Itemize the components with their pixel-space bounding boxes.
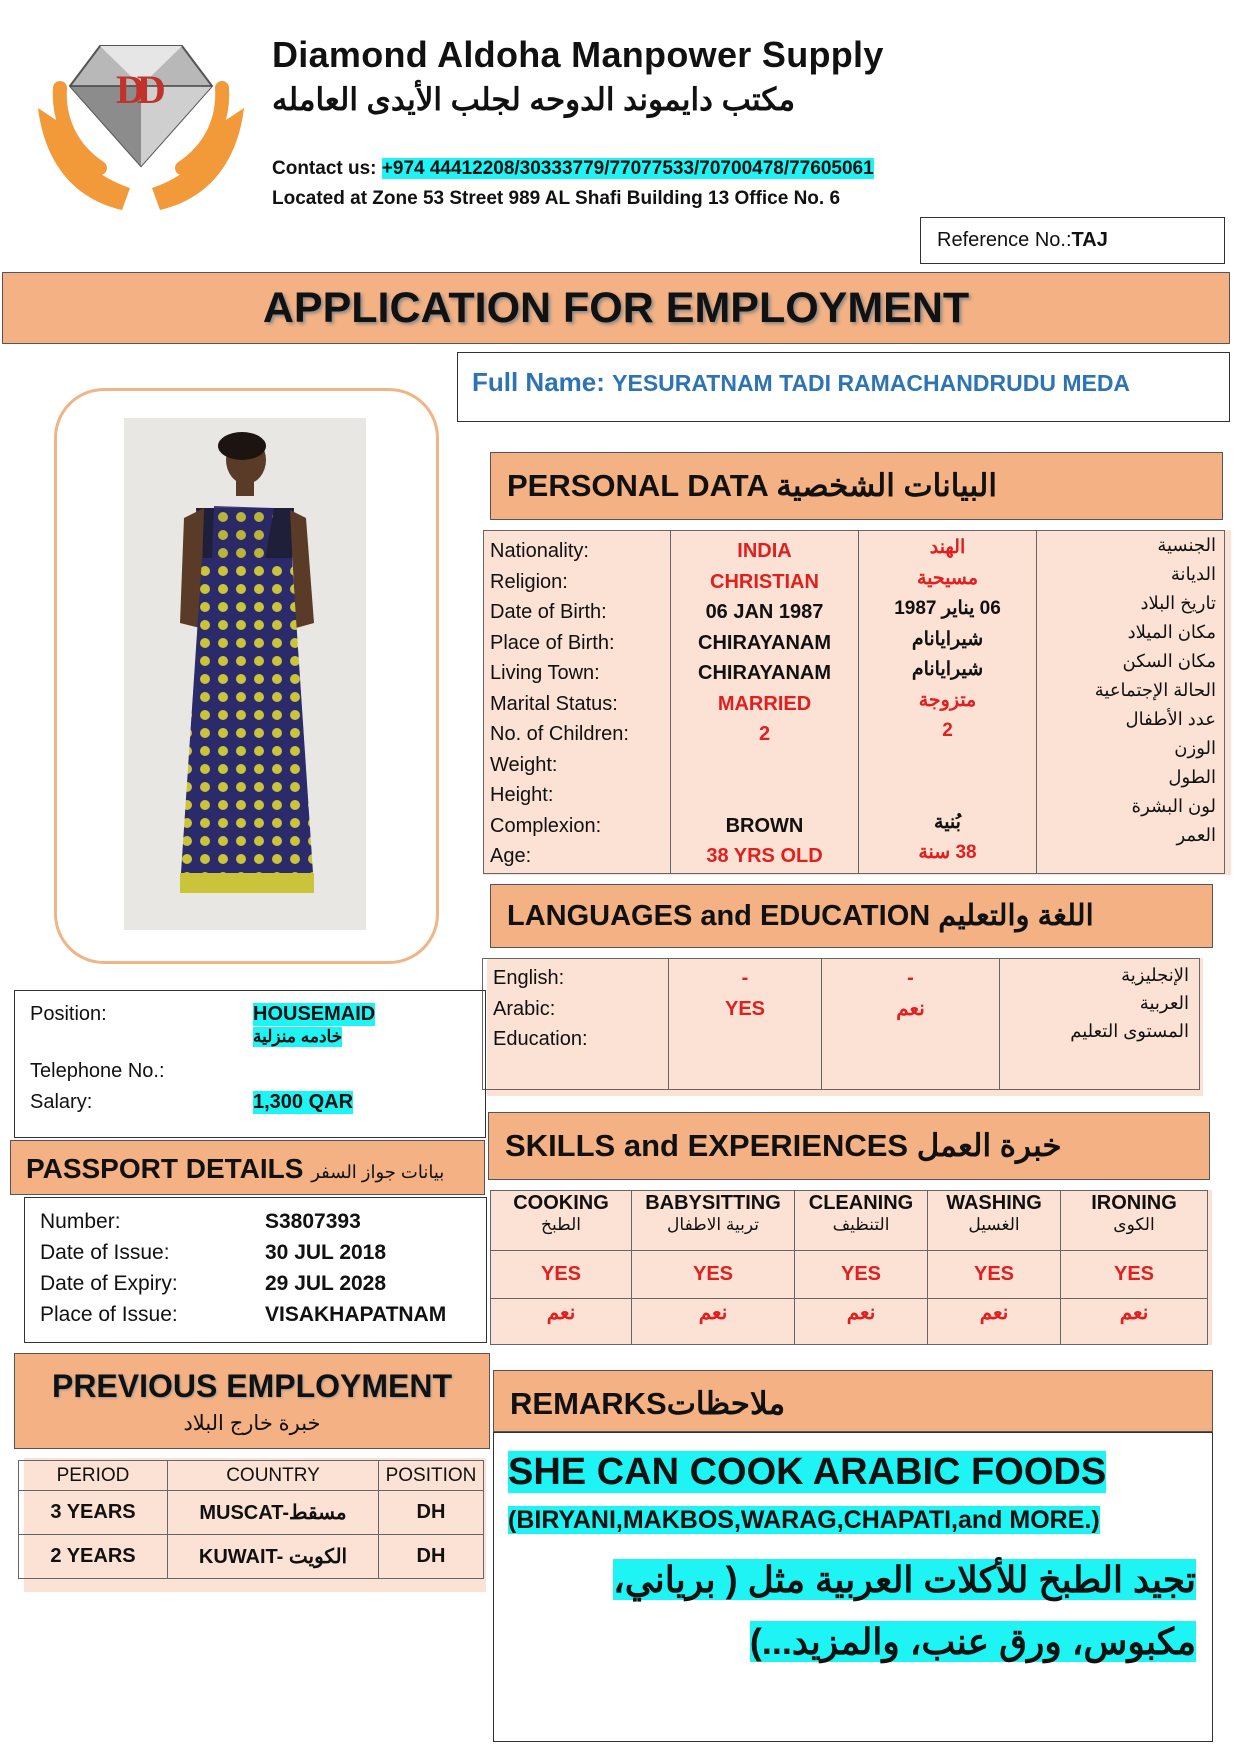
personal-label-ar: الديانة — [1170, 564, 1216, 584]
education-value — [670, 1024, 820, 1055]
personal-label: Marital Status: — [490, 692, 618, 715]
skills-name-row — [491, 1191, 1208, 1251]
personal-label-ar: عدد الأطفال — [1125, 709, 1216, 729]
skill-cleaning — [795, 1191, 928, 1251]
language-labels-ar — [1000, 959, 1200, 1090]
religion-value: CHRISTIAN — [710, 570, 819, 593]
personal-values-ar — [859, 531, 1037, 874]
living-town-value-ar: شيرايانام — [911, 659, 984, 680]
complexion-value-ar: بُنية — [934, 811, 961, 833]
skill-yes-ar: نعم — [491, 1299, 632, 1345]
skill-yes-ar: نعم — [928, 1299, 1061, 1345]
telephone-label: Telephone No.: — [30, 1060, 165, 1082]
page-title: APPLICATION FOR EMPLOYMENT — [2, 272, 1230, 344]
education-value-ar — [823, 1024, 998, 1055]
previous-employment-header — [14, 1353, 490, 1449]
living-town-value: CHIRAYANAM — [698, 662, 831, 684]
language-values-en — [669, 959, 822, 1090]
skills-yes-row — [491, 1251, 1208, 1299]
remarks-line-2-text: (BIRYANI,MAKBOS,WARAG,CHAPATI,and MORE.) — [508, 1506, 1100, 1534]
language-label-ar: المستوى التعليم — [1070, 1021, 1189, 1041]
arabic-value-ar: نعم — [896, 997, 925, 1020]
full-name-label: Full Name: — [472, 367, 613, 397]
nationality-value: INDIA — [737, 540, 792, 562]
english-value-ar: - — [907, 967, 914, 989]
personal-label: Complexion: — [490, 814, 602, 837]
issue-place-value: VISAKHAPATNAM — [265, 1303, 447, 1326]
issue-place-label: Place of Issue: — [40, 1303, 178, 1326]
position-value: HOUSEMAID — [253, 1003, 376, 1025]
position-column-header: POSITION — [379, 1461, 484, 1491]
company-logo — [30, 38, 252, 216]
country-column-header: COUNTRY — [168, 1461, 379, 1491]
previous-heading-ar: خبرة خارج البلاد — [183, 1412, 321, 1435]
remarks-heading-ar: ملاحظات — [666, 1386, 786, 1421]
period-column-header: PERIOD — [19, 1461, 168, 1491]
skill-name: IRONING — [1091, 1192, 1177, 1214]
position-cell: DH — [379, 1491, 484, 1535]
position-value-ar: خادمه منزلية — [253, 1027, 343, 1046]
skill-yes: YES — [491, 1251, 632, 1299]
full-name-box — [457, 352, 1230, 422]
skill-name: BABYSITTING — [645, 1192, 781, 1214]
dob-value: 06 JAN 1987 — [705, 601, 824, 623]
passport-header — [10, 1140, 485, 1195]
skills-yes-ar-row — [491, 1299, 1208, 1345]
skill-yes: YES — [632, 1251, 795, 1299]
remarks-line-3 — [613, 1553, 1196, 1607]
remarks-line-1 — [508, 1449, 1106, 1495]
personal-label: Place of Birth: — [490, 631, 615, 654]
passport-heading-en: PASSPORT DETAILS — [26, 1153, 312, 1184]
office-location: Located at Zone 53 Street 989 AL Shafi Building 13 Office No. 6 — [272, 188, 841, 209]
position-box — [14, 990, 486, 1138]
skill-name: COOKING — [513, 1192, 609, 1214]
skill-name-ar: الطبخ — [541, 1215, 581, 1234]
skill-yes-ar: نعم — [795, 1299, 928, 1345]
contact-label: Contact us: — [272, 158, 382, 179]
skill-name-ar: التنظيف — [832, 1215, 890, 1234]
skill-washing — [928, 1191, 1061, 1251]
personal-label-ar: الجنسية — [1157, 535, 1216, 555]
skill-yes: YES — [1061, 1251, 1208, 1299]
position-cell: DH — [379, 1535, 484, 1579]
skills-heading-ar: خبرة العمل — [916, 1128, 1062, 1163]
skill-ironing — [1061, 1191, 1208, 1251]
language-label-ar: الإنجليزية — [1121, 965, 1189, 985]
language-label: Arabic: — [493, 997, 556, 1020]
personal-heading-ar: البيانات الشخصية — [776, 468, 997, 503]
personal-label: Date of Birth: — [490, 601, 607, 623]
country-cell: KUWAIT- الكويت — [168, 1535, 379, 1579]
personal-label-ar: الوزن — [1174, 738, 1216, 758]
passport-box — [24, 1197, 487, 1343]
personal-label: Living Town: — [490, 662, 600, 684]
complexion-value: BROWN — [725, 814, 804, 837]
skill-name-ar: تربية الاطفال — [667, 1215, 759, 1234]
applicant-photo — [124, 418, 366, 930]
skills-heading-en: SKILLS and EXPERIENCES — [505, 1128, 917, 1163]
marital-status-value-ar: متزوجة — [918, 689, 977, 711]
languages-table — [482, 958, 1200, 1090]
height-value — [672, 780, 857, 811]
issue-date-value: 30 JUL 2018 — [265, 1241, 387, 1264]
skill-yes: YES — [928, 1251, 1061, 1299]
position-label: Position: — [30, 1003, 107, 1025]
personal-data-header — [490, 452, 1223, 520]
children-value-ar: 2 — [942, 720, 953, 741]
marital-status-value: MARRIED — [717, 692, 812, 715]
period-cell: 3 YEARS — [19, 1491, 168, 1535]
issue-date-label: Date of Issue: — [40, 1241, 170, 1264]
language-label: English: — [493, 967, 565, 989]
personal-label: Religion: — [490, 570, 568, 593]
passport-heading-ar: بيانات جواز السفر — [311, 1162, 445, 1182]
contact-numbers: +974 44412208/30333779/77077533/70700478/77605061 — [381, 158, 874, 179]
weight-value-ar — [860, 747, 1035, 778]
period-cell: 2 YEARS — [19, 1535, 168, 1579]
personal-label-ar: الحالة الإجتماعية — [1094, 680, 1216, 700]
skills-table — [490, 1190, 1208, 1345]
reference-value: TAJ — [1071, 229, 1108, 251]
skill-yes-ar: نعم — [632, 1299, 795, 1345]
personal-label: Weight: — [490, 753, 558, 776]
age-value: 38 YRS OLD — [706, 845, 823, 867]
remarks-header — [493, 1370, 1213, 1432]
remarks-line-4 — [750, 1615, 1196, 1669]
birthplace-value-ar: شيرايانام — [911, 628, 984, 650]
reference-box — [920, 217, 1225, 264]
personal-heading-en: PERSONAL DATA — [507, 468, 777, 503]
company-name-ar: مكتب دايموند الدوحه لجلب الأيدى العامله — [272, 82, 796, 117]
salary-label: Salary: — [30, 1091, 93, 1113]
skill-yes: YES — [795, 1251, 928, 1299]
languages-header — [490, 884, 1213, 948]
remarks-box — [493, 1432, 1213, 1742]
skill-yes-ar: نعم — [1061, 1299, 1208, 1345]
company-name-en: Diamond Aldoha Manpower Supply — [272, 34, 884, 75]
height-value-ar — [860, 777, 1035, 808]
expiry-date-value: 29 JUL 2028 — [265, 1272, 387, 1295]
skill-name: CLEANING — [808, 1192, 914, 1214]
nationality-value-ar: الهند — [929, 537, 966, 558]
skill-name-ar: الغسيل — [968, 1215, 1020, 1234]
table-row — [19, 1491, 484, 1535]
contact-line — [272, 158, 874, 180]
skill-name-ar: الكوى — [1113, 1215, 1155, 1234]
language-label: Education: — [493, 1028, 588, 1050]
personal-label-ar: الطول — [1168, 767, 1216, 787]
personal-label: Height: — [490, 784, 554, 806]
personal-values-en — [671, 531, 859, 874]
weight-value — [672, 750, 857, 781]
language-values-ar — [822, 959, 1000, 1090]
remarks-heading-en: REMARKS — [510, 1386, 667, 1421]
skill-cooking — [491, 1191, 632, 1251]
languages-heading-ar: اللغة والتعليم — [938, 900, 1094, 932]
personal-label: Age: — [490, 845, 532, 867]
personal-label-ar: مكان الميلاد — [1127, 622, 1216, 642]
salary-value: 1,300 QAR — [253, 1091, 354, 1113]
remarks-line-1-text: SHE CAN COOK ARABIC FOODS — [508, 1451, 1107, 1493]
birthplace-value: CHIRAYANAM — [698, 631, 831, 654]
age-value-ar: 38 سنة — [918, 842, 977, 863]
full-name-value: YESURATNAM TADI RAMACHANDRUDU MEDA — [612, 370, 1131, 396]
personal-data-table — [483, 530, 1225, 874]
arabic-value: YES — [724, 997, 766, 1020]
personal-label-ar: تاريخ البلاد — [1140, 593, 1216, 613]
remarks-line-2 — [508, 1503, 1100, 1537]
expiry-date-label: Date of Expiry: — [40, 1272, 178, 1295]
logo-letters: DD — [116, 67, 158, 112]
personal-label-ar: لون البشرة — [1131, 796, 1216, 816]
skill-name: WASHING — [946, 1192, 1042, 1214]
personal-label: No. of Children: — [490, 723, 629, 745]
passport-number-label: Number: — [40, 1210, 121, 1233]
english-value: - — [741, 967, 749, 989]
previous-heading-en: PREVIOUS EMPLOYMENT — [51, 1368, 453, 1404]
personal-labels-en — [484, 531, 671, 874]
languages-heading-en: LANGUAGES and EDUCATION — [507, 900, 939, 932]
reference-label: Reference No.: — [937, 229, 1072, 251]
personal-label-ar: العمر — [1176, 825, 1216, 845]
religion-value-ar: مسيحية — [916, 567, 979, 589]
personal-label: Nationality: — [490, 540, 589, 562]
dob-value-ar: 06 يناير 1987 — [894, 598, 1001, 619]
language-label-ar: العربية — [1139, 993, 1189, 1013]
table-row — [19, 1535, 484, 1579]
remarks-line-4-text: مكبوس، ورق عنب، والمزيد...) — [749, 1621, 1196, 1662]
skills-header — [488, 1112, 1210, 1180]
language-labels-en — [483, 959, 669, 1090]
personal-label-ar: مكان السكن — [1122, 651, 1216, 671]
skill-babysitting — [632, 1191, 795, 1251]
passport-number-value: S3807393 — [265, 1210, 361, 1233]
previous-employment-table — [18, 1460, 484, 1579]
children-value: 2 — [758, 723, 771, 745]
country-cell: MUSCAT-مسقط — [168, 1491, 379, 1535]
remarks-line-3-text: تجيد الطبخ للأكلات العربية مثل ( برياني، — [613, 1559, 1196, 1600]
personal-labels-ar — [1037, 531, 1225, 874]
